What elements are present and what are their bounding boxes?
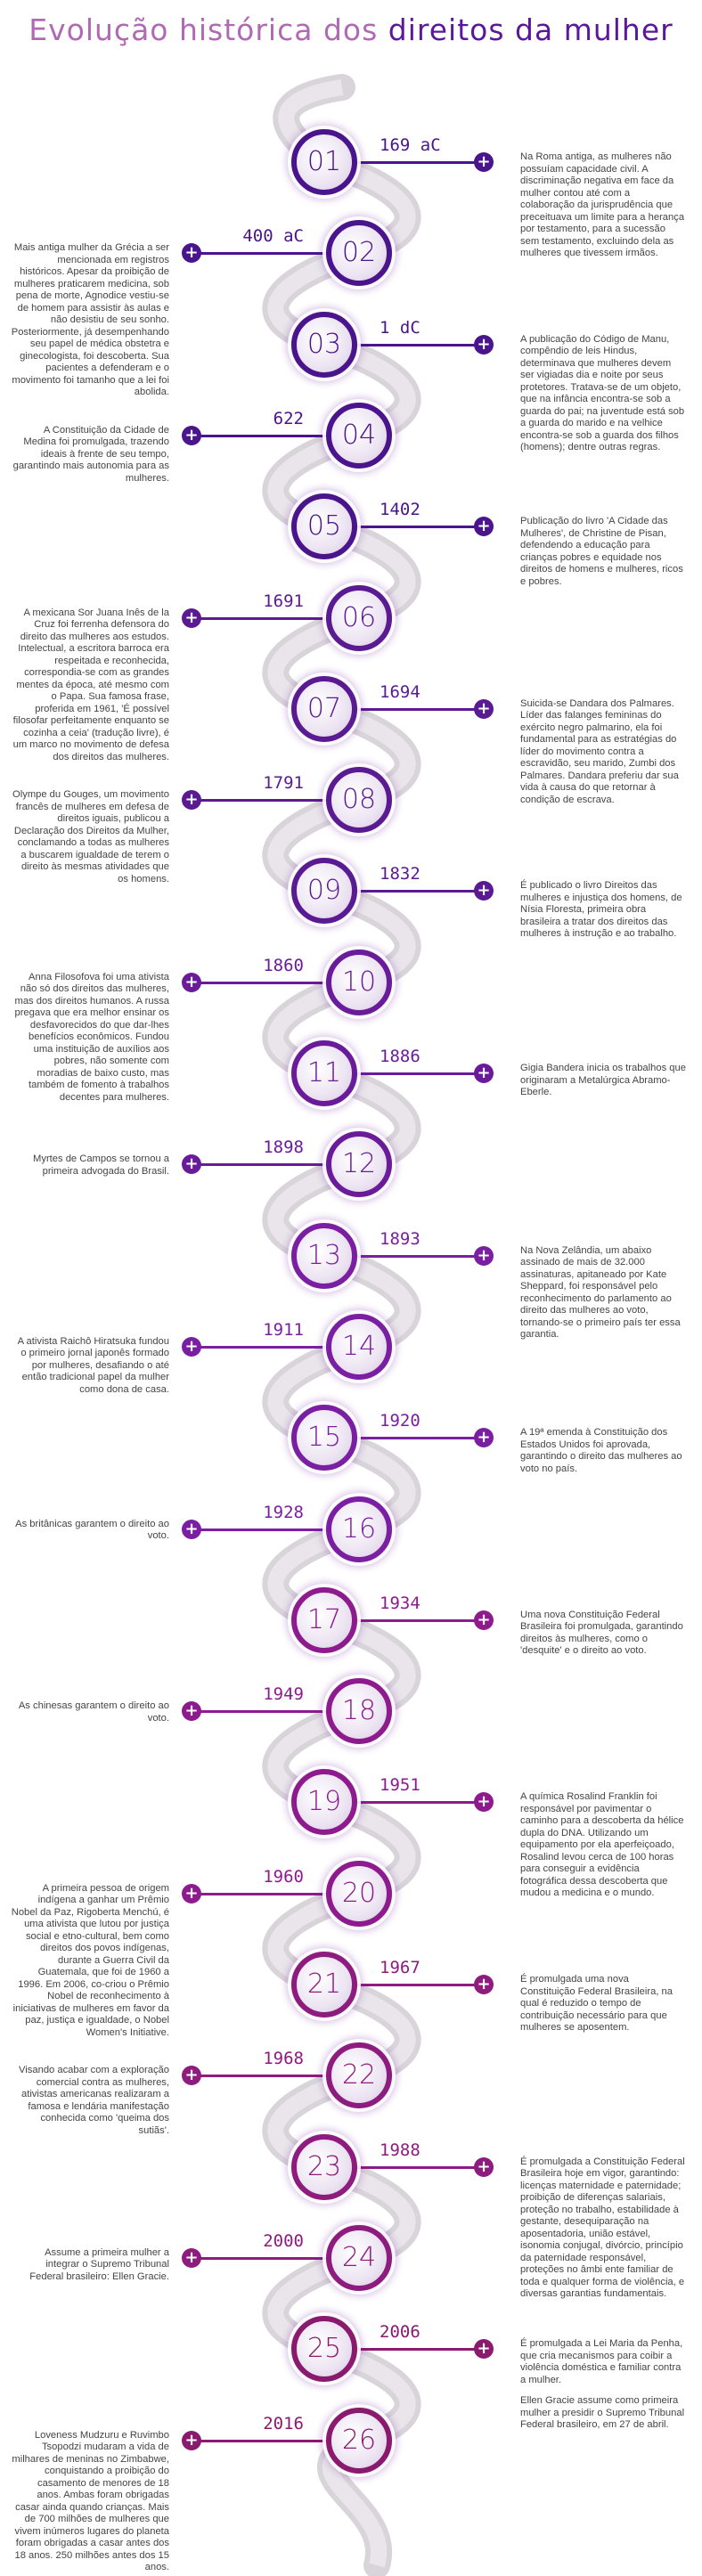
plus-marker-icon[interactable]: + [182, 1337, 201, 1357]
event-year: 1886 [380, 1047, 420, 1066]
plus-marker-icon[interactable]: + [474, 2157, 494, 2177]
event-year: 2016 [263, 2413, 304, 2433]
event-year: 1949 [263, 1684, 304, 1705]
event-number-circle [291, 676, 357, 742]
connector-line [351, 2166, 481, 2169]
event-description: As chinesas garantem o direito ao voto. [18, 1700, 169, 1724]
plus-marker-icon[interactable]: + [182, 1520, 201, 1539]
event-number: 14 [341, 1330, 377, 1362]
event-description: A Constituição da Cidade de Medina foi promulgada, trazendo ideais à frente de seu tempo, garantindo mais autonomia para as mulheres. [12, 424, 169, 484]
plus-marker-icon[interactable]: + [182, 608, 201, 628]
event-description: As britânicas garantem o direito ao voto. [15, 1518, 169, 1541]
plus-marker-icon[interactable]: + [182, 1884, 201, 1903]
connector-line [189, 2075, 332, 2077]
event-number-circle [326, 220, 392, 286]
event-number: 23 [306, 2150, 342, 2182]
event-year: 1832 [380, 864, 420, 884]
event-description: Na Nova Zelândia, um abaixo assinado de mais de 32.000 assinaturas, apitaneado por Kate Sheppard, foi responsável pelo reconhecimento do parlamento ao direito das mulheres ao voto, tornando-se o primeiro país ter essa garantia. [520, 1244, 681, 1341]
event-number-circle [291, 1952, 357, 2018]
event-number-circle [291, 129, 357, 195]
event-number: 22 [341, 2059, 377, 2091]
event-number: 09 [306, 875, 342, 907]
connector-line [351, 1437, 481, 1439]
event-number-circle [291, 312, 357, 378]
plus-marker-icon[interactable]: + [182, 243, 201, 263]
event-description: A ativista Raichô Hiratsuka fundou o primeiro jornal japonês formado por mulheres, desafiando o até então tradicional papel da mulher como dona de casa. [17, 1335, 169, 1395]
event-description: Na Roma antiga, as mulheres não possuíam capacidade civil. A discriminação negativa em face da mulher contou até com a colaboração da jurisprudência que preceituava um limite para a herança por testamento, para a sucessão sem testamento, excluindo dela as mulheres que tivessem irmãos. [520, 151, 685, 258]
connector-line [189, 435, 332, 437]
plus-marker-icon[interactable]: + [474, 517, 494, 536]
event-number-circle [291, 858, 357, 924]
connector-line [189, 1710, 332, 1713]
plus-marker-icon[interactable]: + [474, 1975, 494, 1994]
event-number-circle [326, 2042, 392, 2108]
event-number-circle [326, 1861, 392, 1927]
event-description: É publicado o livro Direitos das mulheres e injustiça dos homens, de Nísia Floresta, primeira obra brasileira a tratar dos direitos das mulheres à instrução e ao trabalho. [520, 880, 682, 940]
event-year: 1967 [380, 1958, 420, 1977]
event-description: A publicação do Código de Manu, compêndio de leis Hindus, determinava que mulheres devem ser vigiadas dia e noite por seus protetores. Tratava-se de um objeto, que na infância encontra-se sob a guarda do pai; na juventude está sob a guarda do marido e na velhice encontra-se sob a guarda dos filhos (homens); dentre outras regras. [520, 333, 685, 453]
event-description: Mais antiga mulher da Grécia a ser mencionada em registros históricos. Apesar da proibição de mulheres praticarem medicina, sob pena de morte, Agnodice vestiu-se de homem para assistir às aulas e não desistiu de seu sonho. Posteriormente, já desempenhando seu papel de médica obstetra e ginecologista, foi descoberta. Sua pacientes a defenderam e o movimento foi tamanho que a lei foi abolida. [11, 242, 169, 398]
event-number: 13 [306, 1239, 342, 1271]
event-description: Loveness Mudzuru e Ruvimbo Tsopodzi mudaram a vida de milhares de meninas no Zimbabwe, conquistando a proibição do casamento de menores de 18 anos. Ambas foram obrigadas casar ainda quando crianças. Mais de 700 milhões de mulheres que vivem inúmeros lugares do planeta foram obrigadas a casar antes dos 18 anos. 250 milhões antes dos 15 anos. [12, 2429, 169, 2572]
event-number-circle [326, 1678, 392, 1744]
plus-marker-icon[interactable]: + [474, 152, 494, 172]
connector-line [351, 1619, 481, 1622]
event-number: 25 [306, 2333, 342, 2365]
event-number: 21 [306, 1969, 342, 2000]
event-number-circle [326, 767, 392, 833]
title-part1: Evolução histórica dos [29, 12, 379, 47]
event-number: 18 [341, 1695, 377, 1727]
event-number: 05 [306, 510, 342, 542]
event-number-circle [291, 493, 357, 559]
event-year: 1 dC [380, 317, 420, 338]
event-year: 1988 [380, 2140, 420, 2160]
connector-line [189, 617, 332, 620]
event-year: 1860 [263, 955, 304, 975]
event-number: 03 [306, 328, 342, 360]
plus-marker-icon[interactable]: + [474, 1610, 494, 1630]
event-number: 17 [306, 1603, 342, 1635]
connector-line [189, 1346, 332, 1349]
event-number: 10 [341, 966, 377, 998]
event-year: 1928 [263, 1502, 304, 1522]
event-description: Olympe du Gouges, um movimento francês de mulheres em defesa de direitos iguais, publicou a Declaração dos Direitos da Mulher, conclamando a todas as mulheres a buscarem igualdade de terem o direito às mesmas atividades que os homens. [12, 789, 169, 884]
event-year: 1911 [263, 1319, 304, 1340]
event-number: 24 [341, 2241, 377, 2273]
connector-line [351, 1072, 481, 1075]
plus-marker-icon[interactable]: + [182, 1154, 201, 1174]
event-number-circle [326, 2408, 392, 2474]
event-year: 1402 [380, 500, 420, 520]
plus-marker-icon[interactable]: + [182, 2431, 201, 2450]
title-part2: direitos da mulher [388, 12, 673, 47]
event-year: 1951 [380, 1775, 420, 1796]
connector-line [351, 890, 481, 893]
connector-line [351, 161, 481, 164]
event-year: 1691 [263, 591, 304, 611]
event-number-circle [291, 2134, 357, 2200]
event-year: 1898 [263, 1137, 304, 1158]
connector-line [189, 2440, 332, 2442]
event-description: Uma nova Constituição Federal Brasileira foi promulgada, garantindo direitos às mulheres, como o 'desquite' e o direito ao voto. [520, 1609, 683, 1657]
event-number: 12 [341, 1148, 377, 1180]
connector-line [189, 2257, 332, 2260]
event-number: 06 [341, 601, 377, 633]
connector-line [189, 1893, 332, 1895]
event-number-circle [326, 1314, 392, 1380]
event-description: Visando acabar com a exploração comercial contra as mulheres, ativistas americanas realizaram a famosa e lendária manifestação conhecida como 'queima dos sutiãs'. [19, 2065, 169, 2136]
plus-marker-icon[interactable]: + [182, 2248, 201, 2268]
event-year: 1694 [380, 681, 420, 702]
event-number-circle [291, 1040, 357, 1106]
event-description: A mexicana Sor Juana Inês de la Cruz foi ferrenha defensora do direito das mulheres aos estudos. Intelectual, a escritora barroca era respeitada e reconhecida, correspondia-se com as grandes mentes da época, até mesmo com o Papa. Sua famosa frase, proferida em 1961, 'É possível filosofar perfeitamente enquanto se cozinha a ceia' (tradução livre), é um marco no movimento de defesa dos direitos das mulheres. [12, 607, 169, 762]
event-description: A química Rosalind Franklin foi responsável por pavimentar o caminho para a descoberta da hélice dupla do DNA. Utilizando um equipamento por ela aperfeiçoado, Rosalind levou cerca de 100 horas para conseguir a evidência fotográfica dessa descoberta que mudou a medicina e o mundo. [520, 1791, 684, 1899]
event-description: Assume a primeira mulher a integrar o Supremo Tribunal Federal brasileiro: Ellen Gracie. [29, 2246, 169, 2282]
event-number: 07 [306, 692, 342, 724]
event-year: 1934 [380, 1593, 420, 1613]
plus-marker-icon[interactable]: + [474, 699, 494, 719]
plus-marker-icon[interactable]: + [182, 426, 201, 445]
connector-line [351, 526, 481, 528]
event-number: 08 [341, 784, 377, 816]
event-year: 1960 [263, 1866, 304, 1887]
event-description: A 19ª emenda à Constituição dos Estados Unidos foi aprovada, garantindo o direito das mulheres ao voto no país. [520, 1427, 682, 1474]
event-description: Anna Filosofova foi uma ativista não só dos direitos das mulheres, mas dos direitos humanos. A russa pregava que era melhor ensinar os desfavorecidos do que dar-lhes benefícios econômicos. Fundou uma instituição de auxílios aos pobres, não somente com moradias de baixo custo, mas também de fomento à trabalhos decentes para mulheres. [14, 971, 169, 1103]
event-number-circle [291, 1769, 357, 1835]
event-number: 02 [341, 237, 377, 269]
event-number: 26 [341, 2424, 377, 2456]
event-number: 04 [341, 419, 377, 451]
connector-line [189, 252, 332, 255]
plus-marker-icon[interactable]: + [182, 1701, 201, 1721]
plus-marker-icon[interactable]: + [474, 2339, 494, 2359]
plus-marker-icon[interactable]: + [182, 973, 201, 992]
connector-line [351, 1801, 481, 1804]
event-number-circle [291, 2316, 357, 2382]
connector-line [351, 708, 481, 711]
event-number-circle [326, 2225, 392, 2291]
event-description: Publicação do livro 'A Cidade das Mulheres', de Christine de Pisan, defendendo a educação para crianças pobres e equidade nos direitos de homens e mulheres, ricos e pobres. [520, 516, 683, 587]
event-number: 15 [306, 1422, 342, 1454]
event-description: Gigia Bandera inicia os trabalhos que originaram a Metalúrgica Abramo-Eberle. [520, 1063, 686, 1097]
plus-marker-icon[interactable]: + [474, 335, 494, 355]
event-description: É promulgada uma nova Constituição Federal Brasileira, na qual é reduzido o tempo de contribuição necessário para que mulheres se aposentem. [520, 1974, 673, 2033]
event-year: 622 [273, 408, 304, 428]
event-description: É promulgada a Lei Maria da Penha, que cria mecanismos para coibir a violência doméstica e familiar contra a mulher. [520, 2338, 683, 2385]
plus-marker-icon[interactable]: + [474, 1064, 494, 1083]
plus-marker-icon[interactable]: + [474, 1246, 494, 1266]
event-number: 19 [306, 1786, 342, 1818]
event-number-circle [291, 1587, 357, 1653]
event-year: 2006 [380, 2322, 420, 2343]
connector-line [189, 1163, 332, 1166]
plus-marker-icon[interactable]: + [474, 881, 494, 901]
event-year: 1893 [380, 1228, 420, 1249]
event-description: Suicida-se Dandara dos Palmares. Líder das falanges femininas do exército negro palmarino, ela foi fundamental para as estratégias do líder do movimento contra a escravidão, seu marido, Zumbi dos Palmares. Dandara preferiu dar sua vida à causa do que retornar à condição de escrava. [520, 697, 679, 805]
event-year: 400 aC [242, 226, 304, 247]
event-number: 01 [306, 146, 342, 177]
event-number-circle [291, 1223, 357, 1289]
event-number: 20 [341, 1877, 377, 1909]
event-number-circle [291, 1405, 357, 1471]
event-number: 16 [341, 1512, 377, 1545]
plus-marker-icon[interactable]: + [182, 790, 201, 810]
connector-line [351, 2348, 481, 2351]
plus-marker-icon[interactable]: + [474, 1792, 494, 1812]
event-number: 11 [306, 1057, 342, 1088]
event-description: É promulgada a Constituição Federal Brasileira hoje em vigor, garantindo: licenças maternidade e paternidade; proibição de diferenças salariais, proteção no trabalho, estabilidade à gestante, desequiparação na aposentadoria, união estável, isonomia conjugal, divórcio, princípio da paternidade responsável, proteções no âmbi ente familiar de toda e qualquer forma de violência, e diversas garantias fundamentais. [520, 2156, 685, 2300]
connector-line [189, 1528, 332, 1531]
event-description: Myrtes de Campos se tornou a primeira advogada do Brasil. [33, 1153, 169, 1177]
event-number-circle [326, 1496, 392, 1562]
event-year: 169 aC [380, 135, 441, 155]
plus-marker-icon[interactable]: + [182, 2066, 201, 2085]
event-year: 1920 [380, 1411, 420, 1431]
event-number-circle [326, 403, 392, 469]
event-number-circle [326, 950, 392, 1015]
event-description: A primeira pessoa de origem indígena a ganhar um Prêmio Nobel da Paz, Rigoberta Menchú, é uma ativista que lutou por justiça social e etno-cultural, bem como direitos dos povos indígenas, durante a Guerra Civil da Guatemala, que foi de 1960 a 1996. Em 2006, co-criou o Prêmio Nobel de reconhecimento à iniciativas de mulheres em favor da paz, justiça e igualdade, o Nobel Women's Initiative. [11, 1882, 169, 2038]
event-year: 2000 [263, 2230, 304, 2251]
connector-line [189, 799, 332, 802]
connector-line [351, 344, 481, 346]
event-number-circle [326, 1131, 392, 1197]
connector-line [351, 1255, 481, 1258]
event-year: 1968 [263, 2049, 304, 2069]
connector-line [189, 982, 332, 984]
plus-marker-icon[interactable]: + [474, 1428, 494, 1447]
connector-line [351, 1984, 481, 1986]
event-year: 1791 [263, 773, 304, 794]
event-number-circle [326, 585, 392, 651]
extra-note: Ellen Gracie assume como primeira mulher a presidir o Supremo Tribunal Federal brasileiro, em 27 de abril. [520, 2395, 685, 2431]
